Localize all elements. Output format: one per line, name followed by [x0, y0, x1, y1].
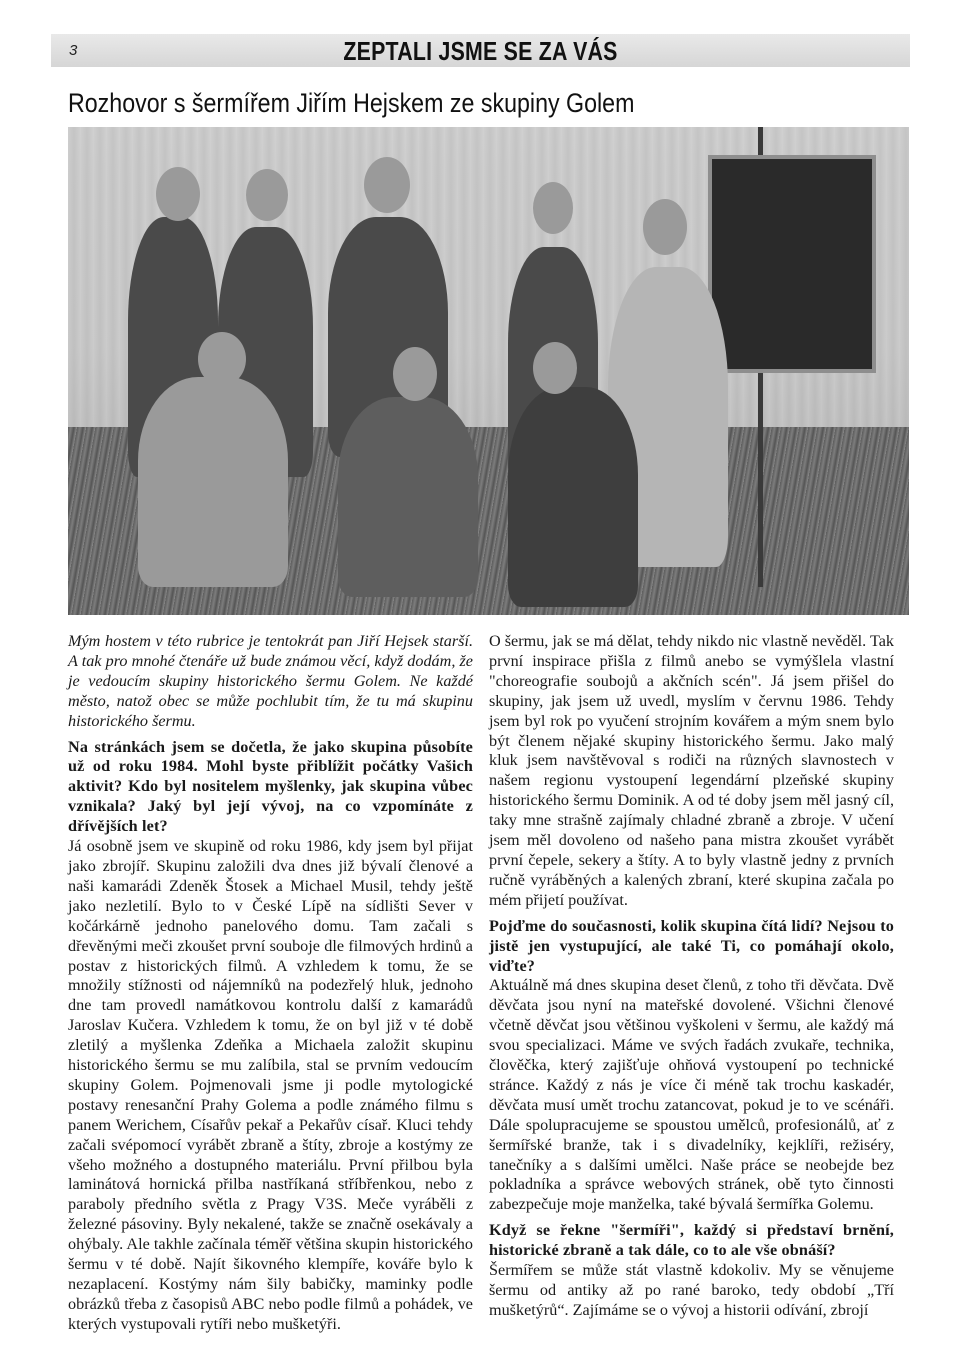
photo-person: [138, 377, 288, 587]
section-header-bar: [51, 34, 910, 67]
photo-person-head: [246, 169, 288, 221]
question-1: Na stránkách jsem se dočetla, že jako skupina působíte už od roku 1984. Mohl byste přiblížit počátky Vašich aktivit? Kdo byl nositelem myšlenky, jak skupina vůbec vznikala? Jaký byl její vývoj, na co vzpomínáte z dřívějších let?: [68, 737, 473, 836]
article-title: Rozhovor s šermířem Jiřím Hejskem ze skupiny Golem: [68, 88, 635, 118]
photo-person-head: [364, 157, 410, 213]
question-2: Pojďme do současnosti, kolik skupina čítá lidí? Nejsou to jistě jen vystupující, ale také Ti, co pomáhají okolo, viďte?: [489, 916, 894, 975]
photo-banner: [708, 155, 876, 373]
photo-person-head: [643, 199, 687, 255]
answer-1: Já osobně jsem ve skupině od roku 1986, kdy jsem byl přijat jako zbrojíř. Skupinu založili dva dnes již bývalí členové a naši kamarádi Zdeněk Štosek a Michael Musil, tehdy ještě jako nezletilí. Bylo to v České Lípě na sídlišti Sever v kočárkárně jednoho panelového domu. Tam začali s dřevěnými meči zkoušet první souboje dle filmových hrdinů a postav z historických filmů. A vzhledem k tomu, že se množily stížnosti od nájemníků na podezřelý hluk, jednoho dne tam provedl namátkovou kontrolu další z kamarádů Jaroslav Kučera. Vzhledem k tomu, že on byl již v té době zletilý a myšlenka Zdeňka a Michaela založit skupinu historického šermu se mu zalíbila, stal se prvním vedoucím skupiny Golem. Pojmenovali jsme ji podle mytologické postavy renesanční Prahy Golema a podle známého filmu s panem Werichem, Císařův pekař a Pekařův císař. Kluci tehdy začali svépomocí vyrábět zbraně a štíty, zbroje a kostýmy ze všeho možného a dostupného materiálu. První přilbou byla laminátová hornická přilba nastříkaná stříbřenkou, nebo z paraboly předního světla z Pragy V3S. Meče vyráběli z železné pásoviny. Byly nekalené, takže se značně osekávaly a ohýbaly. Ale takhle začínala téměř většina skupin historického šermu v té době. Najít šikovného klempíře, kováře bylo k nezaplacení. Kostýmy nám šily babičky, maminky podle obrázků třeba z časopisů ABC nebo podle filmů a pohádek, ve kterých vystupovali rytíři nebo mušketýři.: [68, 837, 473, 1333]
page-number: 3: [69, 42, 78, 59]
left-column: [68, 632, 473, 1335]
article-intro: Mým hostem v této rubrice je tentokrát pan Jiří Hejsek starší. A tak pro mnohé čtenáře už bude známou věcí, když dodám, že je vedoucím skupiny historického šermu Golem. Ne každé město, natož obec se může pochlubit tím, že tu má skupinu historického šermu.: [68, 632, 473, 730]
question-3: Když se řekne "šermíři", každý si představí brnění, historické zbraně a tak dále, co to ale vše obnáší?: [489, 1221, 894, 1260]
photo-person-head: [156, 167, 200, 221]
photo-person-head: [198, 332, 246, 386]
photo-person: [338, 397, 478, 597]
section-title: ZEPTALI JSME SE ZA VÁS: [343, 36, 618, 66]
photo-person: [508, 387, 638, 607]
answer-3: Šermířem se může stát vlastně kdokoliv. My se věnujeme šermu od antiky až po rané baroko, tedy období „Tří mušketýrů“. Zajímáme se o vývoj a historii odívání, zbrojí: [489, 1261, 894, 1319]
answer-1-continued: O šermu, jak se má dělat, tehdy nikdo nic vlastně nevěděl. Tak první inspirace přišla z filmů anebo se vymýšlela vlastní "choreografie soubojů a akčních scén". Já jsem přišel do skupiny, jak jsem už uvedl, myslím v červnu 1986. Tehdy jsem byl rok po vyučení strojním kovářem a mým snem bylo být členem nějaké skupiny historického šermu. Jako malý kluk jsem navštěvoval s rodiči na různých slavnostech v našem regionu vystoupení legendární plzeňské skupiny historického šermu Dominik. A od té doby jsem měl jasný cíl, taky mne strašně zajímaly chladné zbraně a zbroje. V učení jsem měl dovoleno od našeho pana mistra zkoušet vyrábět první čepele, sekery a štíty. A to byly vlastně jedny z prvních ručně vyráběných a kalených zbraní, které skupina začala po mém přijetí používat.: [489, 632, 894, 909]
photo-person-head: [393, 347, 437, 401]
right-column: [489, 632, 894, 1321]
answer-2: Aktuálně má dnes skupina deset členů, z toho tři děvčata. Dvě děvčata jsou nyní na mateřské dovolené. Všichni členové včetně děvčat jsou většinou vyškoleni v šermu, ale každý má svou specializaci. Máme ve svých řadách zvukaře, technika, člověčka, který zajišťuje ohňová vystoupení po technické stránce. Každý z nás je více či méně tak trochu kaskadér, děvčata musí umět trochu zatancovat, pokud je to ve scénáři. Dále spolupracujeme se spoustou umělců, profesionálů, ať z šermířské branže, tak i s divadelníky, kejklíři, režiséry, tanečníky a s dalšími umělci. Naše práce se neobejde bez pokladníka a správce webových stránek, obě tyto činnosti zabezpečuje moje manželka, také bývalá šermířka Golemu.: [489, 976, 894, 1214]
photo-person-head: [533, 182, 573, 234]
group-photo: [68, 127, 909, 615]
photo-person-head: [533, 342, 577, 394]
